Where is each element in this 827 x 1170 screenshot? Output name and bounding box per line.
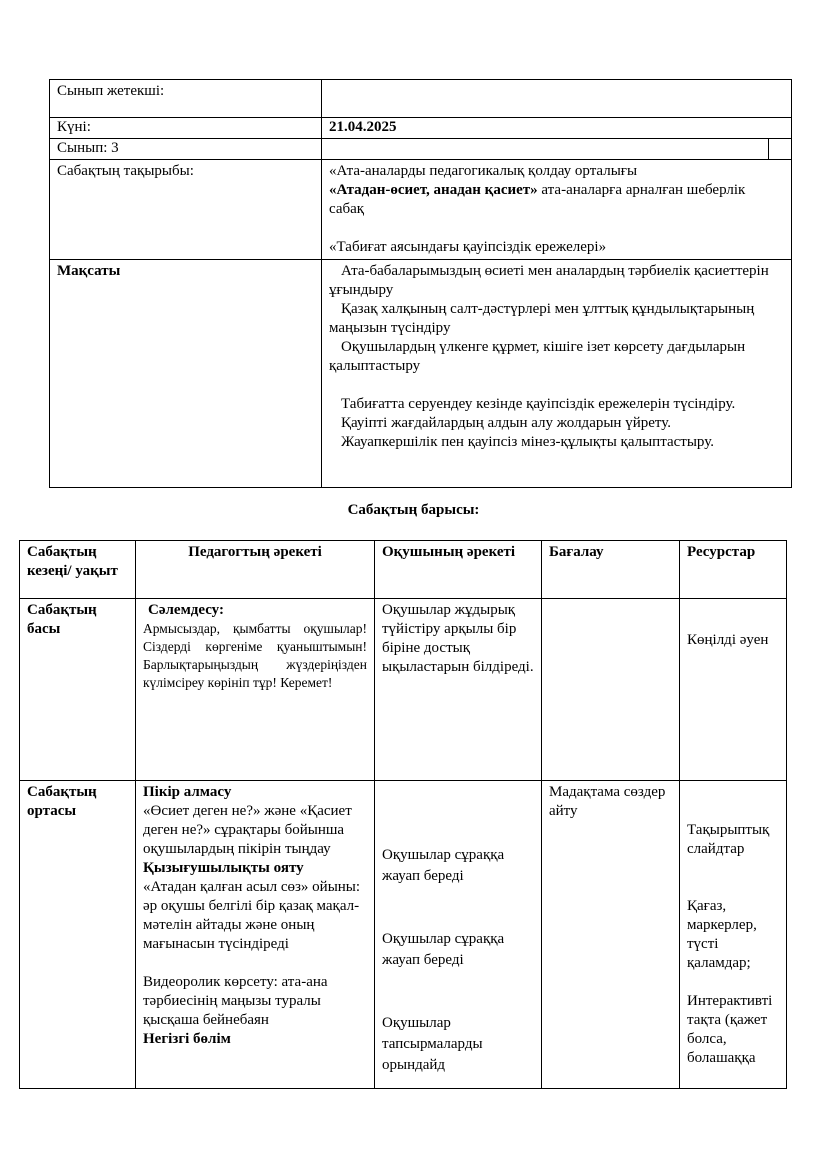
class-value — [322, 139, 769, 160]
row2-stage: Сабақтың ортасы — [20, 781, 136, 1089]
header-stage: Сабақтың кезеңі/ уақыт — [20, 541, 136, 599]
topic-line-2-rest: ата-аналарға арналған шеберлік сабақ — [329, 182, 746, 217]
row1-student: Оқушылар жұдырық түйістіру арқылы бір біріне достық ықыластарын білдіреді. — [375, 599, 542, 781]
header-resources: Ресурстар — [680, 541, 787, 599]
lesson-flow-table — [19, 540, 787, 1089]
row1-teacher — [136, 599, 375, 781]
topic-value — [322, 160, 792, 260]
row2-teacher — [136, 781, 375, 1089]
section-title: Сабақтың барысы: — [347, 502, 480, 518]
goals-value — [322, 260, 792, 488]
topic-line-1: «Ата-аналарды педагогикалық қолдау орталығы — [329, 163, 638, 179]
row1-teacher-text: Армысыздар, қымбатты оқушылар! Сіздерді көргеніме қуаныштымын! Барлықтарыңыздың жүздеріңізден күлімсіреу көрініп тұр! Керемет! — [143, 621, 367, 690]
row2-student — [375, 781, 542, 1089]
header-student: Оқушының әрекеті — [375, 541, 542, 599]
topic-line-3: «Табиғат аясындағы қауіпсіздік ережелері» — [329, 239, 607, 255]
row2-teacher-text-1: «Өсиет деген не?» және «Қасиет деген не?» сұрақтары бойынша оқушылардың пікірін тыңдау — [143, 803, 352, 857]
lesson-info-table — [49, 79, 792, 488]
row2-student-3: Оқушылар тапсырмаларды орындайд — [382, 1015, 483, 1073]
row1-stage: Сабақтың басы — [20, 599, 136, 781]
goal-2: Қазақ халқының салт-дәстүрлері мен ұлттық құндылықтарының маңызын түсіндіру — [329, 301, 755, 336]
row2-teacher-text-3: Видеоролик көрсету: ата-ана тәрбиесінің маңызы туралы қысқаша бейнебаян — [143, 974, 328, 1028]
class-extra — [769, 139, 792, 160]
topic-line-2-bold: «Атадан-өсиет, анадан қасиет» — [329, 182, 538, 198]
row2-student-2: Оқушылар сұраққа жауап береді — [382, 931, 505, 968]
goals-label: Мақсаты — [50, 260, 322, 488]
date-value: 21.04.2025 — [322, 118, 792, 139]
row2-teacher-title-2: Қызығушылықты ояту — [143, 860, 304, 876]
row1-resources — [680, 599, 787, 781]
row1-teacher-title: Сәлемдесу: — [148, 602, 224, 618]
goal-1: Ата-бабаларымыздың өсиеті мен аналардың тәрбиелік қасиеттерін ұғындыру — [329, 263, 769, 298]
row2-teacher-title-1: Пікір алмасу — [143, 784, 232, 800]
header-teacher: Педагогтың әрекеті — [136, 541, 375, 599]
goal-4: Табиғатта серуендеу кезінде қауіпсіздік ережелерін түсіндіру. — [341, 396, 736, 412]
row2-teacher-title-3: Негізгі бөлім — [143, 1031, 231, 1047]
row1-assessment — [542, 599, 680, 781]
topic-label: Сабақтың тақырыбы: — [50, 160, 322, 260]
teacher-value — [322, 80, 792, 118]
row2-resources-1: Тақырыптық слайдтар — [687, 822, 770, 857]
topic-line-2 — [329, 181, 784, 219]
date-label: Күні: — [50, 118, 322, 139]
header-assessment: Бағалау — [542, 541, 680, 599]
class-label: Сынып: 3 — [50, 139, 322, 160]
goal-6: Жауапкершілік пен қауіпсіз мінез-құлықты қалыптастыру. — [341, 434, 714, 450]
row2-resources — [680, 781, 787, 1089]
goal-5: Қауіпті жағдайлардың алдын алу жолдарын үйрету. — [341, 415, 671, 431]
row2-student-1: Оқушылар сұраққа жауап береді — [382, 847, 505, 884]
row2-assessment: Мадақтама сөздер айту — [542, 781, 680, 1089]
row2-resources-2: Қағаз, маркерлер, түсті қаламдар; — [687, 898, 757, 971]
teacher-label: Сынып жетекші: — [50, 80, 322, 118]
goal-3: Оқушылардың үлкенге құрмет, кішіге ізет көрсету дағдыларын қалыптастыру — [329, 339, 746, 374]
row2-teacher-text-2: «Атадан қалған асыл сөз» ойыны: әр оқушы белгілі бір қазақ мақал-мәтелін айтады және оның мағынасын түсіндіреді — [143, 879, 361, 952]
row2-resources-3: Интерактивті тақта (қажет болса, болашаққа — [687, 993, 773, 1066]
row1-resources-text: Көңілді әуен — [687, 632, 769, 648]
